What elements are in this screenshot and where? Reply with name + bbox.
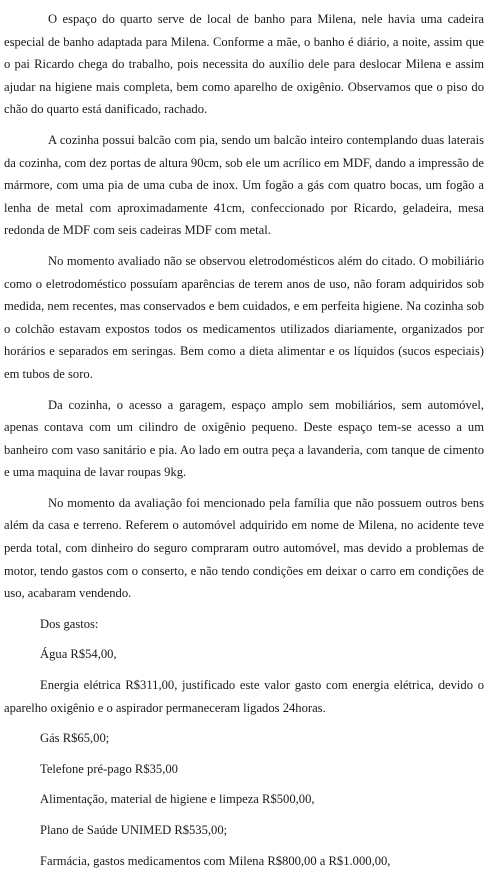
expense-pharmacy: Farmácia, gastos medicamentos com Milena R$800,00 a R$1.000,00, [40,853,391,868]
expense-phone: Telefone pré-pago R$35,00 [40,761,178,776]
expense-health-plan: Plano de Saúde UNIMED R$535,00; [40,823,228,837]
expenses-heading: Dos gastos: [40,616,99,631]
expense-electricity: Energia elétrica R$311,00, justificado este valor gasto com energia elétrica, devido o aparelho oxigênio e o aspirador permaneceram ligados 24horas. [4,678,484,715]
paragraph-assets: No momento da avaliação foi mencionado pela família que não possuem outros bens além da casa e terreno. Referem o automóvel adquirido em nome de Milena, no acidente teve perda total, com dinheiro do seguro compraram outro automóvel, mas devido a problemas de motor, tendo gastos com o conserto, e não tendo condições em deixar o carro em condições de uso, acabaram vendendo. [4,495,484,601]
paragraph-kitchen: A cozinha possui balcão com pia, sendo um balcão inteiro contemplando duas laterais da cozinha, com dez portas de altura 90cm, sob ele um acrílico em MDF, dando a impressão de mármore, com uma pia de uma cuba de inox. Um fogão a gás com quatro bocas, um fogão a lenha de metal com aproximadamente 41cm, confeccionado por Ricardo, geladeira, mesa redonda de MDF com seis cadeiras MDF com metal. [4,132,484,238]
expense-food-hygiene: Alimentação, material de higiene e limpeza R$500,00, [40,792,315,807]
paragraph-garage: Da cozinha, o acesso a garagem, espaço amplo sem mobiliários, sem automóvel, apenas contava com um cilindro de oxigênio pequeno. Deste espaço tem-se acesso a um banheiro com vaso sanitário e pia. Ao lado em outra peça a lavanderia, com tanque de cimento e uma maquina de lavar roupas 9kg. [4,397,484,480]
expense-gas: Gás R$65,00; [40,731,110,746]
expense-water: Água R$54,00, [40,647,117,662]
paragraph-bathroom: O espaço do quarto serve de local de banho para Milena, nele havia uma cadeira especial de banho adaptada para Milena. Conforme a mãe, o banho é diário, a noite, assim que o pai Ricardo chega do trabalho, pois necessita do auxílio dele para deslocar Milena e assim ajudar na higiene mais completa, bem como aparelho de oxigênio. Observamos que o piso do chão do quarto está danificado, rachado. [4,12,484,117]
paragraph-appliances: No momento avaliado não se observou eletrodomésticos além do citado. O mobiliário como o eletrodoméstico possuíam aparências de terem anos de uso, não foram adquiridos sob medida, nem recentes, mas conservados e bem cuidados, e em perfeita higiene. Na cozinha sob o colchão estavam expostos todos os medicamentos utilizados diariamente, organizados por horários e separados em seringas. Bem como a dieta alimentar e os líquidos (sucos especiais) em tubos de soro. [4,253,484,381]
